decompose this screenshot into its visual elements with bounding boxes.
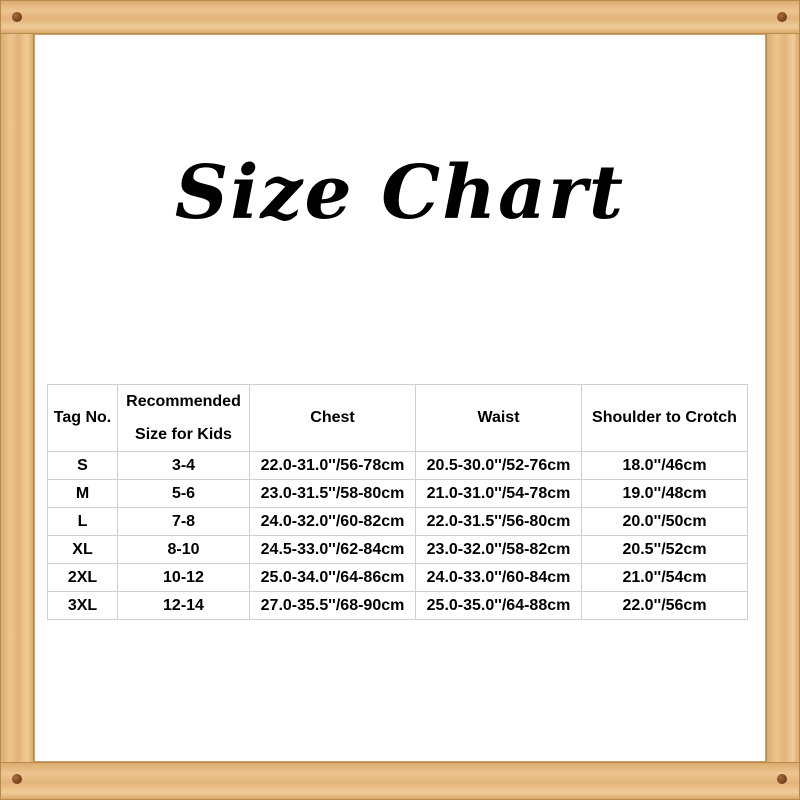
- table-row: [48, 452, 748, 480]
- cell-tag: 2XL: [48, 564, 118, 592]
- cell-waist: 20.5-30.0''/52-76cm: [416, 452, 582, 480]
- cell-kids: 5-6: [118, 480, 250, 508]
- nail-top-left-icon: [12, 12, 22, 22]
- cell-shoulder: 19.0''/48cm: [582, 480, 748, 508]
- page-title: Size Chart: [174, 150, 626, 236]
- cell-shoulder: 21.0''/54cm: [582, 564, 748, 592]
- frame-left-bar: [0, 0, 34, 800]
- cell-kids: 7-8: [118, 508, 250, 536]
- cell-kids: 12-14: [118, 592, 250, 620]
- size-table: [47, 384, 748, 620]
- cell-tag: M: [48, 480, 118, 508]
- frame-bottom-bar: [0, 762, 800, 800]
- cell-tag: L: [48, 508, 118, 536]
- header-recommended-line2: Size for Kids: [135, 426, 232, 443]
- cell-kids: 10-12: [118, 564, 250, 592]
- cell-tag: S: [48, 452, 118, 480]
- cell-chest: 24.5-33.0''/62-84cm: [250, 536, 416, 564]
- cell-tag: XL: [48, 536, 118, 564]
- cell-chest: 24.0-32.0''/60-82cm: [250, 508, 416, 536]
- table-row: [48, 592, 748, 620]
- header-chest: Chest: [250, 385, 416, 452]
- frame-top-bar: [0, 0, 800, 34]
- cell-waist: 22.0-31.5''/56-80cm: [416, 508, 582, 536]
- cell-kids: 8-10: [118, 536, 250, 564]
- table-row: [48, 508, 748, 536]
- nail-bottom-right-icon: [777, 774, 787, 784]
- table-row: [48, 564, 748, 592]
- cell-tag: 3XL: [48, 592, 118, 620]
- header-shoulder: Shoulder to Crotch: [582, 385, 748, 452]
- cell-shoulder: 22.0''/56cm: [582, 592, 748, 620]
- cell-kids: 3-4: [118, 452, 250, 480]
- nail-top-right-icon: [777, 12, 787, 22]
- cell-chest: 23.0-31.5''/58-80cm: [250, 480, 416, 508]
- cell-chest: 25.0-34.0''/64-86cm: [250, 564, 416, 592]
- header-recommended: [118, 385, 250, 452]
- table-header-row: [48, 385, 748, 452]
- cell-chest: 22.0-31.0''/56-78cm: [250, 452, 416, 480]
- header-tag: Tag No.: [48, 385, 118, 452]
- cell-waist: 25.0-35.0''/64-88cm: [416, 592, 582, 620]
- cell-shoulder: 18.0''/46cm: [582, 452, 748, 480]
- table-row: [48, 536, 748, 564]
- cell-shoulder: 20.0''/50cm: [582, 508, 748, 536]
- cell-waist: 23.0-32.0''/58-82cm: [416, 536, 582, 564]
- frame-right-bar: [766, 0, 800, 800]
- nail-bottom-left-icon: [12, 774, 22, 784]
- cell-shoulder: 20.5''/52cm: [582, 536, 748, 564]
- table-row: [48, 480, 748, 508]
- cell-waist: 21.0-31.0''/54-78cm: [416, 480, 582, 508]
- header-recommended-line1: Recommended: [126, 393, 241, 410]
- cell-chest: 27.0-35.5''/68-90cm: [250, 592, 416, 620]
- header-waist: Waist: [416, 385, 582, 452]
- cell-waist: 24.0-33.0''/60-84cm: [416, 564, 582, 592]
